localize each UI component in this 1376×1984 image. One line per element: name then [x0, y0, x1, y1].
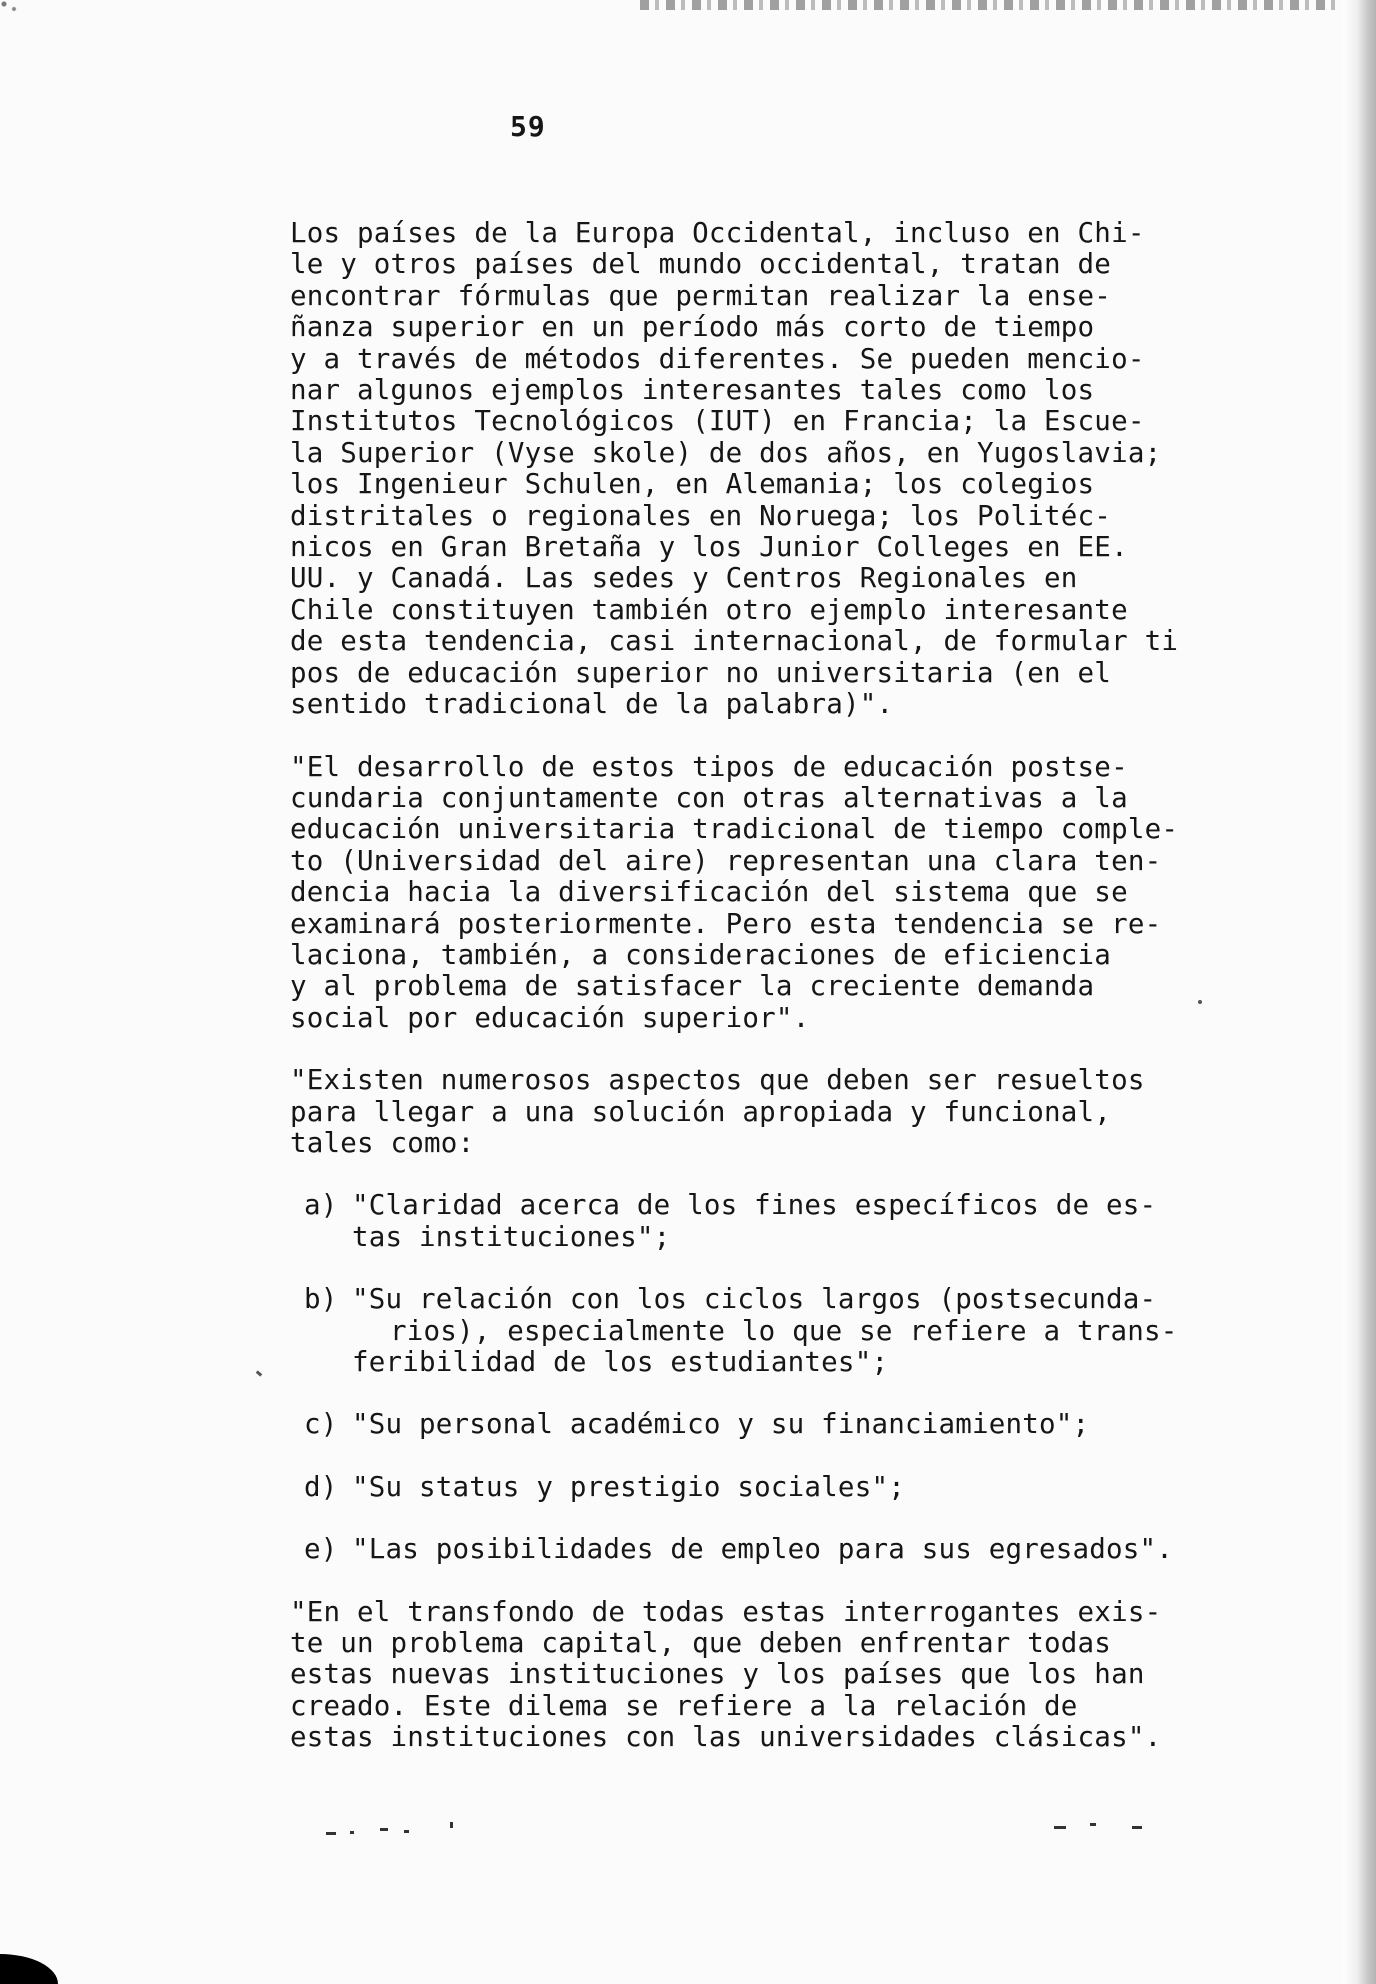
paragraph-closing [290, 1597, 1220, 1754]
text-line: dencia hacia la diversificación del sistema que se [290, 876, 1128, 909]
text-line: de esta tendencia, casi internacional, de formular ti [290, 625, 1179, 658]
page-number: 59 [510, 110, 546, 143]
list-item-e [290, 1534, 1220, 1565]
text-line: "Su status y prestigio sociales"; [352, 1470, 905, 1503]
text-line: rios), especialmente lo que se refiere a trans- [390, 1314, 1178, 1347]
list-item-c [290, 1409, 1220, 1440]
list-marker: a) [304, 1189, 338, 1222]
text-line: UU. y Canadá. Las sedes y Centros Regionales en [290, 562, 1078, 595]
scan-top-smudge [640, 0, 1340, 10]
text-line: la Superior (Vyse skole) de dos años, en Yugoslavia; [290, 436, 1162, 469]
text-line: le y otros países del mundo occidental, tratan de [290, 248, 1112, 281]
list-item-b [290, 1284, 1220, 1378]
text-line: creado. Este dilema se refiere a la relación de [290, 1689, 1078, 1722]
text-line: te un problema capital, que deben enfrentar todas [290, 1627, 1112, 1660]
text-line: educación universitaria tradicional de tiempo comple- [290, 813, 1179, 846]
text-line: "Su relación con los ciclos largos (postsecunda- [352, 1283, 1157, 1316]
text-line: y al problema de satisfacer la creciente demanda [290, 970, 1095, 1003]
text-line: encontrar fórmulas que permitan realizar la ense- [290, 279, 1112, 312]
page-right-edge-shadow [1342, 0, 1376, 1984]
text-line: estas instituciones con las universidades clásicas". [290, 1721, 1162, 1754]
list-marker: b) [304, 1283, 338, 1316]
text-line: los Ingenieur Schulen, en Alemania; los colegios [290, 468, 1095, 501]
text-line: to (Universidad del aire) representan una clara ten- [290, 844, 1162, 877]
text-line: tas instituciones"; [352, 1220, 671, 1253]
text-line: Institutos Tecnológicos (IUT) en Francia; la Escue- [290, 405, 1145, 438]
text-line: "Existen numerosos aspectos que deben ser resueltos [290, 1064, 1145, 1097]
text-line: Los países de la Europa Occidental, incluso en Chi- [290, 217, 1145, 249]
paragraph-development [290, 752, 1220, 1035]
text-line: "Las posibilidades de empleo para sus egresados". [352, 1533, 1174, 1566]
paragraph-aspects [290, 1065, 1220, 1159]
text-line: cundaria conjuntamente con otras alternativas a la [290, 781, 1128, 814]
text-line: social por educación superior". [290, 1001, 810, 1034]
text-line: para llegar a una solución apropiada y funcional, [290, 1095, 1112, 1128]
text-line: estas nuevas instituciones y los países que los han [290, 1658, 1145, 1691]
list-marker: c) [304, 1408, 338, 1441]
text-line: examinará posteriormente. Pero esta tendencia se re- [290, 907, 1162, 940]
text-line: sentido tradicional de la palabra)". [290, 688, 894, 721]
text-line: Chile constituyen también otro ejemplo interesante [290, 593, 1128, 626]
list-marker: d) [304, 1470, 338, 1503]
text-line: y a través de métodos diferentes. Se pueden mencio- [290, 342, 1145, 375]
paragraph-intro [290, 218, 1220, 721]
text-line: "Su personal académico y su financiamiento"; [352, 1408, 1090, 1441]
text-line: nicos en Gran Bretaña y los Junior Colleges en EE. [290, 531, 1128, 564]
text-line: nar algunos ejemplos interesantes tales como los [290, 374, 1095, 407]
text-line: "Claridad acerca de los fines específicos de es- [352, 1189, 1157, 1222]
text-line: laciona, también, a consideraciones de eficiencia [290, 938, 1112, 971]
scan-bottom-corner-shadow [0, 1954, 58, 1984]
text-line: "En el transfondo de todas estas interrogantes exis- [290, 1595, 1162, 1628]
scan-stray-dot [1198, 1000, 1202, 1004]
scan-bottom-specks [320, 1820, 1220, 1844]
text-line: feribilidad de los estudiantes"; [352, 1346, 889, 1378]
text-line: "El desarrollo de estos tipos de educación postse- [290, 750, 1128, 783]
list-item-a [290, 1190, 1220, 1253]
scan-stray-mark [256, 1370, 263, 1376]
list-marker: e) [304, 1533, 338, 1566]
list-item-d [290, 1472, 1220, 1503]
scan-corner-speck [0, 0, 22, 16]
text-line: tales como: [290, 1126, 475, 1159]
text-line: ñanza superior en un período más corto de tiempo [290, 311, 1095, 344]
text-line: pos de educación superior no universitaria (en el [290, 656, 1112, 689]
document-body [290, 218, 1220, 1754]
text-line: distritales o regionales en Noruega; los Politéc- [290, 499, 1112, 532]
